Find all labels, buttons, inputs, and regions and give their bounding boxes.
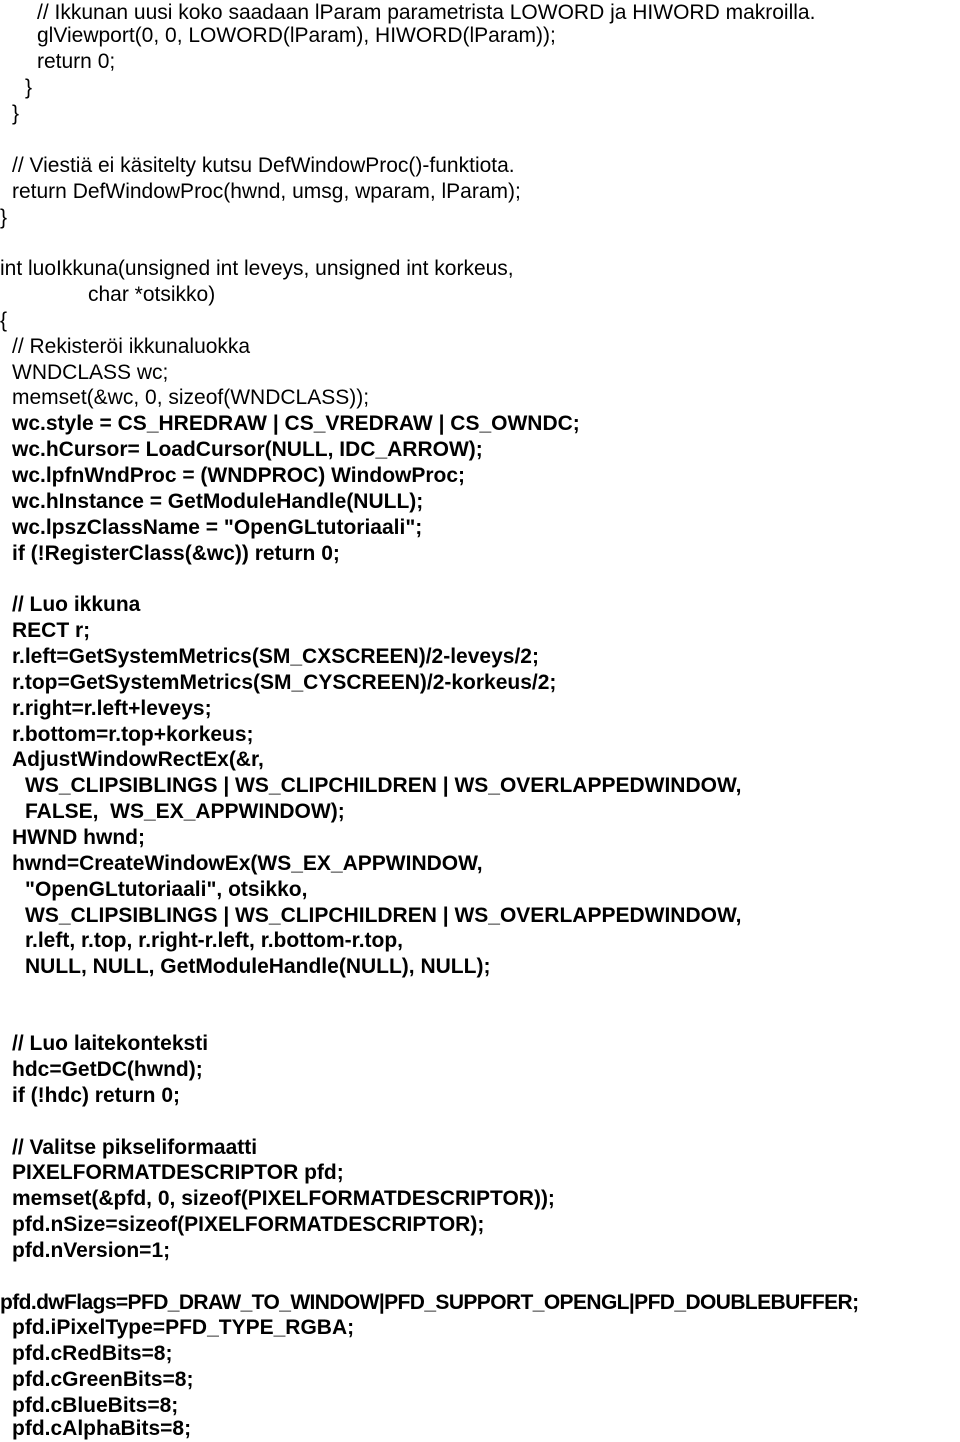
code-line: glViewport(0, 0, LOWORD(lParam), HIWORD(lParam));	[37, 24, 556, 47]
code-comment: // Luo laitekonteksti	[12, 1032, 209, 1055]
code-line: }	[12, 102, 20, 125]
code-line: wc.lpfnWndProc = (WNDPROC) WindowProc;	[12, 464, 466, 487]
code-line: WS_CLIPSIBLINGS | WS_CLIPCHILDREN | WS_OVERLAPPEDWINDOW,	[25, 774, 742, 797]
code-line: char *otsikko)	[88, 283, 216, 306]
code-comment: // Valitse pikseliformaatti	[12, 1136, 258, 1159]
code-line: RECT r;	[12, 619, 91, 642]
code-line: return 0;	[37, 50, 116, 73]
code-line: AdjustWindowRectEx(&r,	[12, 748, 264, 771]
code-line: memset(&wc, 0, sizeof(WNDCLASS));	[12, 386, 370, 409]
code-line: wc.hInstance = GetModuleHandle(NULL);	[12, 490, 424, 513]
code-line: WNDCLASS wc;	[12, 361, 169, 384]
code-line: if (!hdc) return 0;	[12, 1084, 180, 1107]
code-line: pfd.cRedBits=8;	[12, 1342, 173, 1365]
code-line: FALSE, WS_EX_APPWINDOW);	[25, 800, 345, 823]
code-line: PIXELFORMATDESCRIPTOR pfd;	[12, 1161, 344, 1184]
code-line: hdc=GetDC(hwnd);	[12, 1058, 203, 1081]
code-line: HWND hwnd;	[12, 826, 145, 849]
code-line: pfd.cAlphaBits=8;	[12, 1417, 192, 1440]
code-line: memset(&pfd, 0, sizeof(PIXELFORMATDESCRIPTOR));	[12, 1187, 555, 1210]
code-line: wc.style = CS_HREDRAW | CS_VREDRAW | CS_OWNDC;	[12, 412, 580, 435]
code-line: WS_CLIPSIBLINGS | WS_CLIPCHILDREN | WS_OVERLAPPEDWINDOW,	[25, 904, 742, 927]
code-line: pfd.dwFlags=PFD_DRAW_TO_WINDOW|PFD_SUPPORT_OPENGL|PFD_DOUBLEBUFFER;	[0, 1291, 859, 1314]
code-line: }	[0, 206, 8, 229]
code-line: hwnd=CreateWindowEx(WS_EX_APPWINDOW,	[12, 852, 483, 875]
code-line: return DefWindowProc(hwnd, umsg, wparam, lParam);	[12, 180, 521, 203]
code-comment: // Luo ikkuna	[12, 593, 141, 616]
code-comment: // Rekisteröi ikkunaluokka	[12, 335, 251, 358]
code-line: // Ikkunan uusi koko saadaan lParam parametrista LOWORD ja HIWORD makroilla.	[37, 1, 816, 24]
code-line: if (!RegisterClass(&wc)) return 0;	[12, 542, 340, 565]
code-line: r.top=GetSystemMetrics(SM_CYSCREEN)/2-korkeus/2;	[12, 671, 557, 694]
code-line: pfd.cGreenBits=8;	[12, 1368, 194, 1391]
function-signature: int luoIkkuna(unsigned int leveys, unsigned int korkeus,	[0, 257, 514, 280]
code-line: r.left=GetSystemMetrics(SM_CXSCREEN)/2-leveys/2;	[12, 645, 539, 668]
code-line: wc.hCursor= LoadCursor(NULL, IDC_ARROW);	[12, 438, 483, 461]
code-line: "OpenGLtutoriaali", otsikko,	[25, 878, 308, 901]
code-line: {	[0, 309, 8, 332]
code-line: pfd.iPixelType=PFD_TYPE_RGBA;	[12, 1316, 355, 1339]
code-line: NULL, NULL, GetModuleHandle(NULL), NULL);	[25, 955, 491, 978]
code-line: }	[25, 76, 33, 99]
code-line: r.left, r.top, r.right-r.left, r.bottom-r.top,	[25, 929, 404, 952]
code-line: r.bottom=r.top+korkeus;	[12, 723, 254, 746]
code-line: pfd.nVersion=1;	[12, 1239, 171, 1262]
code-comment: // Viestiä ei käsitelty kutsu DefWindowProc()-funktiota.	[12, 154, 515, 177]
code-line: pfd.nSize=sizeof(PIXELFORMATDESCRIPTOR);	[12, 1213, 485, 1236]
code-line: wc.lpszClassName = "OpenGLtutoriaali";	[12, 516, 423, 539]
code-line: pfd.cBlueBits=8;	[12, 1394, 179, 1417]
code-line: r.right=r.left+leveys;	[12, 697, 212, 720]
